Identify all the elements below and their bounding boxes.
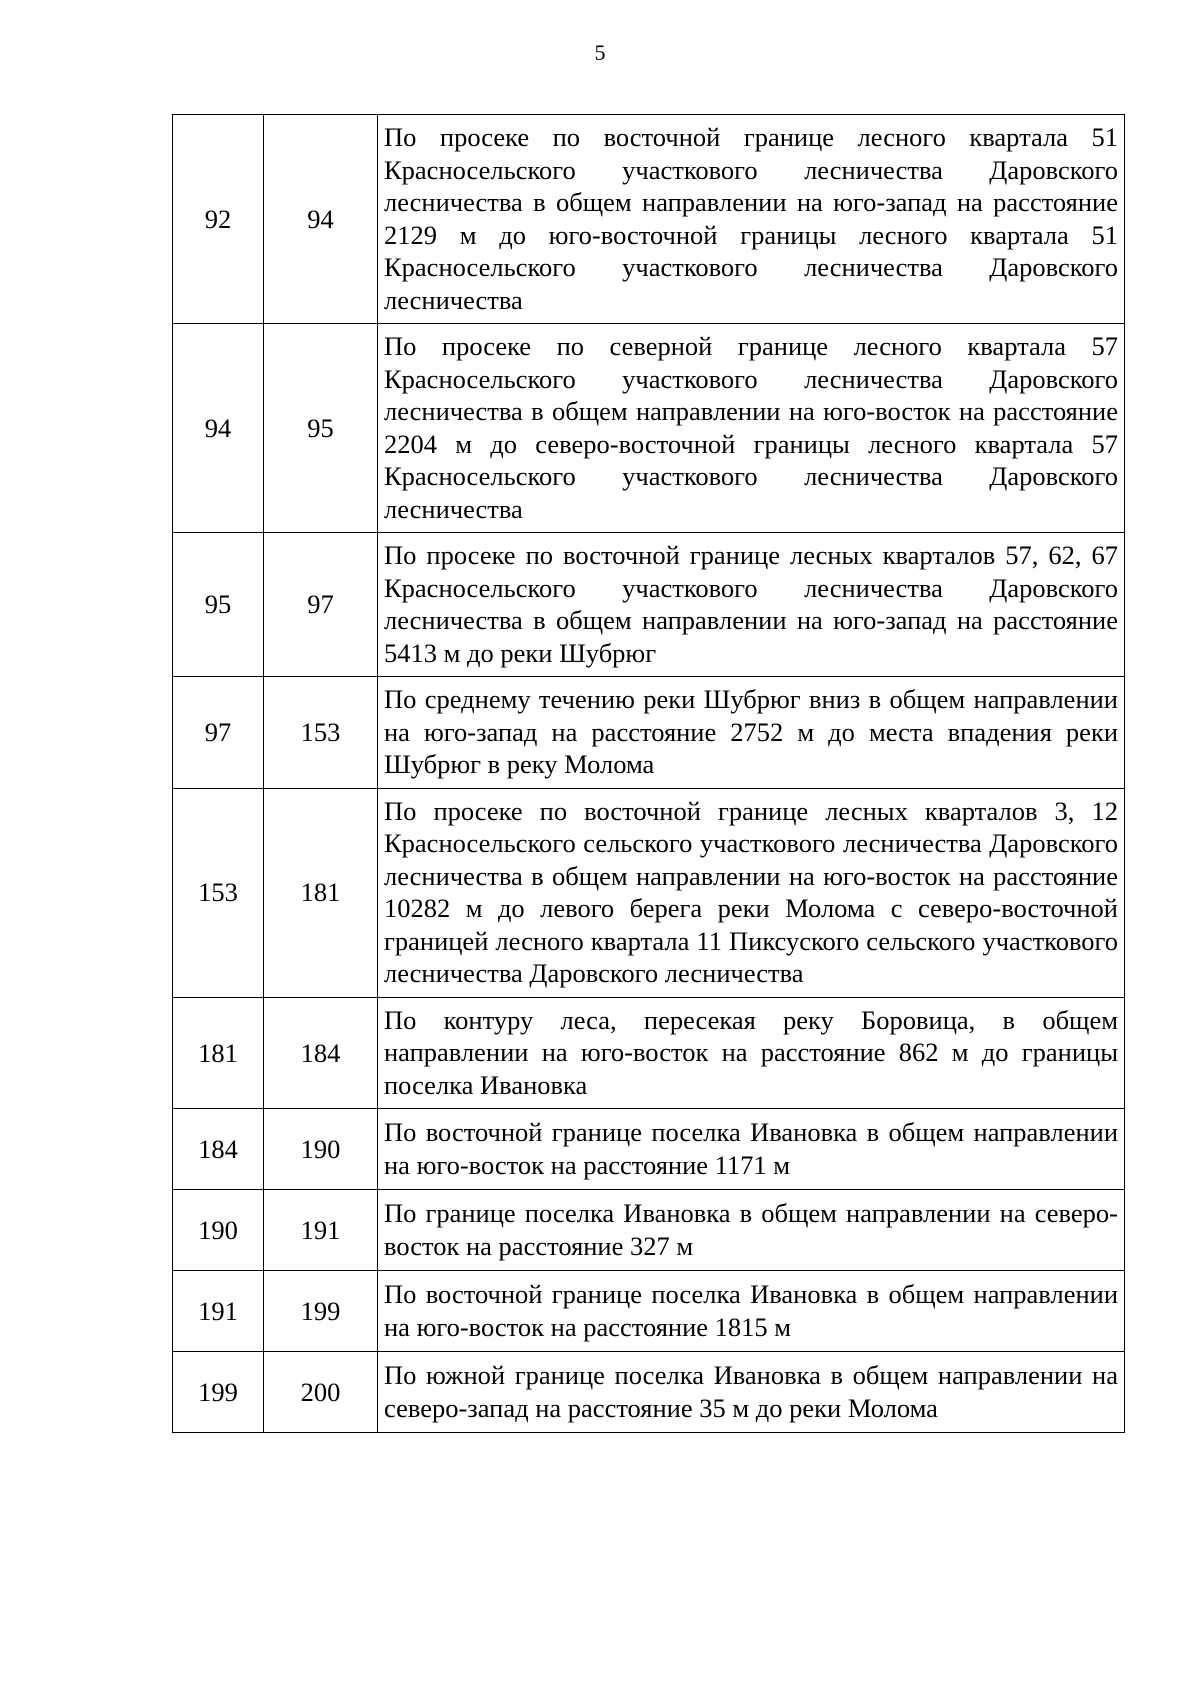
from-point-cell: 97 (173, 677, 264, 789)
description-cell: По восточной границе поселка Ивановка в общем направлении на юго-восток на расстояние 1815 м (378, 1271, 1125, 1352)
from-point-cell: 199 (173, 1352, 264, 1433)
description-cell: По просеке по восточной границе лесных кварталов 3, 12 Красносельского сельского участкового лесничества Даровского лесничества в общем направлении на юго-восток на расстояние 10282 м до левого берега реки Молома с северо-восточной границей лесного квартала 11 Пиксуского сельского участкового лесничества Даровского лесничества (378, 788, 1125, 997)
to-point-cell: 199 (264, 1271, 378, 1352)
description-cell: По просеке по северной границе лесного квартала 57 Красносельского участкового лесничества Даровского лесничества в общем направлении на юго-восток на расстояние 2204 м до северо-восточной границы лесного квартала 57 Красносельского участкового лесничества Даровского лесничества (378, 324, 1125, 533)
to-point-cell: 200 (264, 1352, 378, 1433)
from-point-cell: 94 (173, 324, 264, 533)
to-point-cell: 191 (264, 1190, 378, 1271)
table-row (173, 324, 1125, 533)
from-point-cell: 92 (173, 115, 264, 324)
to-point-cell: 94 (264, 115, 378, 324)
description-cell: По просеке по восточной границе лесного квартала 51 Красносельского участкового лесничества Даровского лесничества в общем направлении на юго-запад на расстояние 2129 м до юго-восточной границы лесного квартала 51 Красносельского участкового лесничества Даровского лесничества (378, 115, 1125, 324)
table-row (173, 533, 1125, 677)
to-point-cell: 95 (264, 324, 378, 533)
from-point-cell: 95 (173, 533, 264, 677)
to-point-cell: 184 (264, 997, 378, 1109)
description-cell: По среднему течению реки Шубрюг вниз в общем направлении на юго-запад на расстояние 2752 м до места впадения реки Шубрюг в реку Молома (378, 677, 1125, 789)
page-number: 5 (594, 40, 606, 65)
table-row (173, 1109, 1125, 1190)
description-cell: По восточной границе поселка Ивановка в общем направлении на юго-восток на расстояние 1171 м (378, 1109, 1125, 1190)
table-row (173, 1190, 1125, 1271)
from-point-cell: 181 (173, 997, 264, 1109)
boundary-table (172, 114, 1125, 1433)
description-cell: По просеке по восточной границе лесных кварталов 57, 62, 67 Красносельского участкового лесничества Даровского лесничества в общем направлении на юго-запад на расстояние 5413 м до реки Шубрюг (378, 533, 1125, 677)
boundary-table-body (173, 115, 1125, 1433)
table-row (173, 1352, 1125, 1433)
table-row (173, 115, 1125, 324)
to-point-cell: 153 (264, 677, 378, 789)
to-point-cell: 97 (264, 533, 378, 677)
from-point-cell: 153 (173, 788, 264, 997)
to-point-cell: 190 (264, 1109, 378, 1190)
table-row (173, 997, 1125, 1109)
table-row (173, 788, 1125, 997)
to-point-cell: 181 (264, 788, 378, 997)
from-point-cell: 190 (173, 1190, 264, 1271)
description-cell: По контуру леса, пересекая реку Боровица, в общем направлении на юго-восток на расстояние 862 м до границы поселка Ивановка (378, 997, 1125, 1109)
from-point-cell: 191 (173, 1271, 264, 1352)
description-cell: По южной границе поселка Ивановка в общем направлении на северо-запад на расстояние 35 м до реки Молома (378, 1352, 1125, 1433)
description-cell: По границе поселка Ивановка в общем направлении на северо-восток на расстояние 327 м (378, 1190, 1125, 1271)
table-row (173, 1271, 1125, 1352)
table-row (173, 677, 1125, 789)
from-point-cell: 184 (173, 1109, 264, 1190)
